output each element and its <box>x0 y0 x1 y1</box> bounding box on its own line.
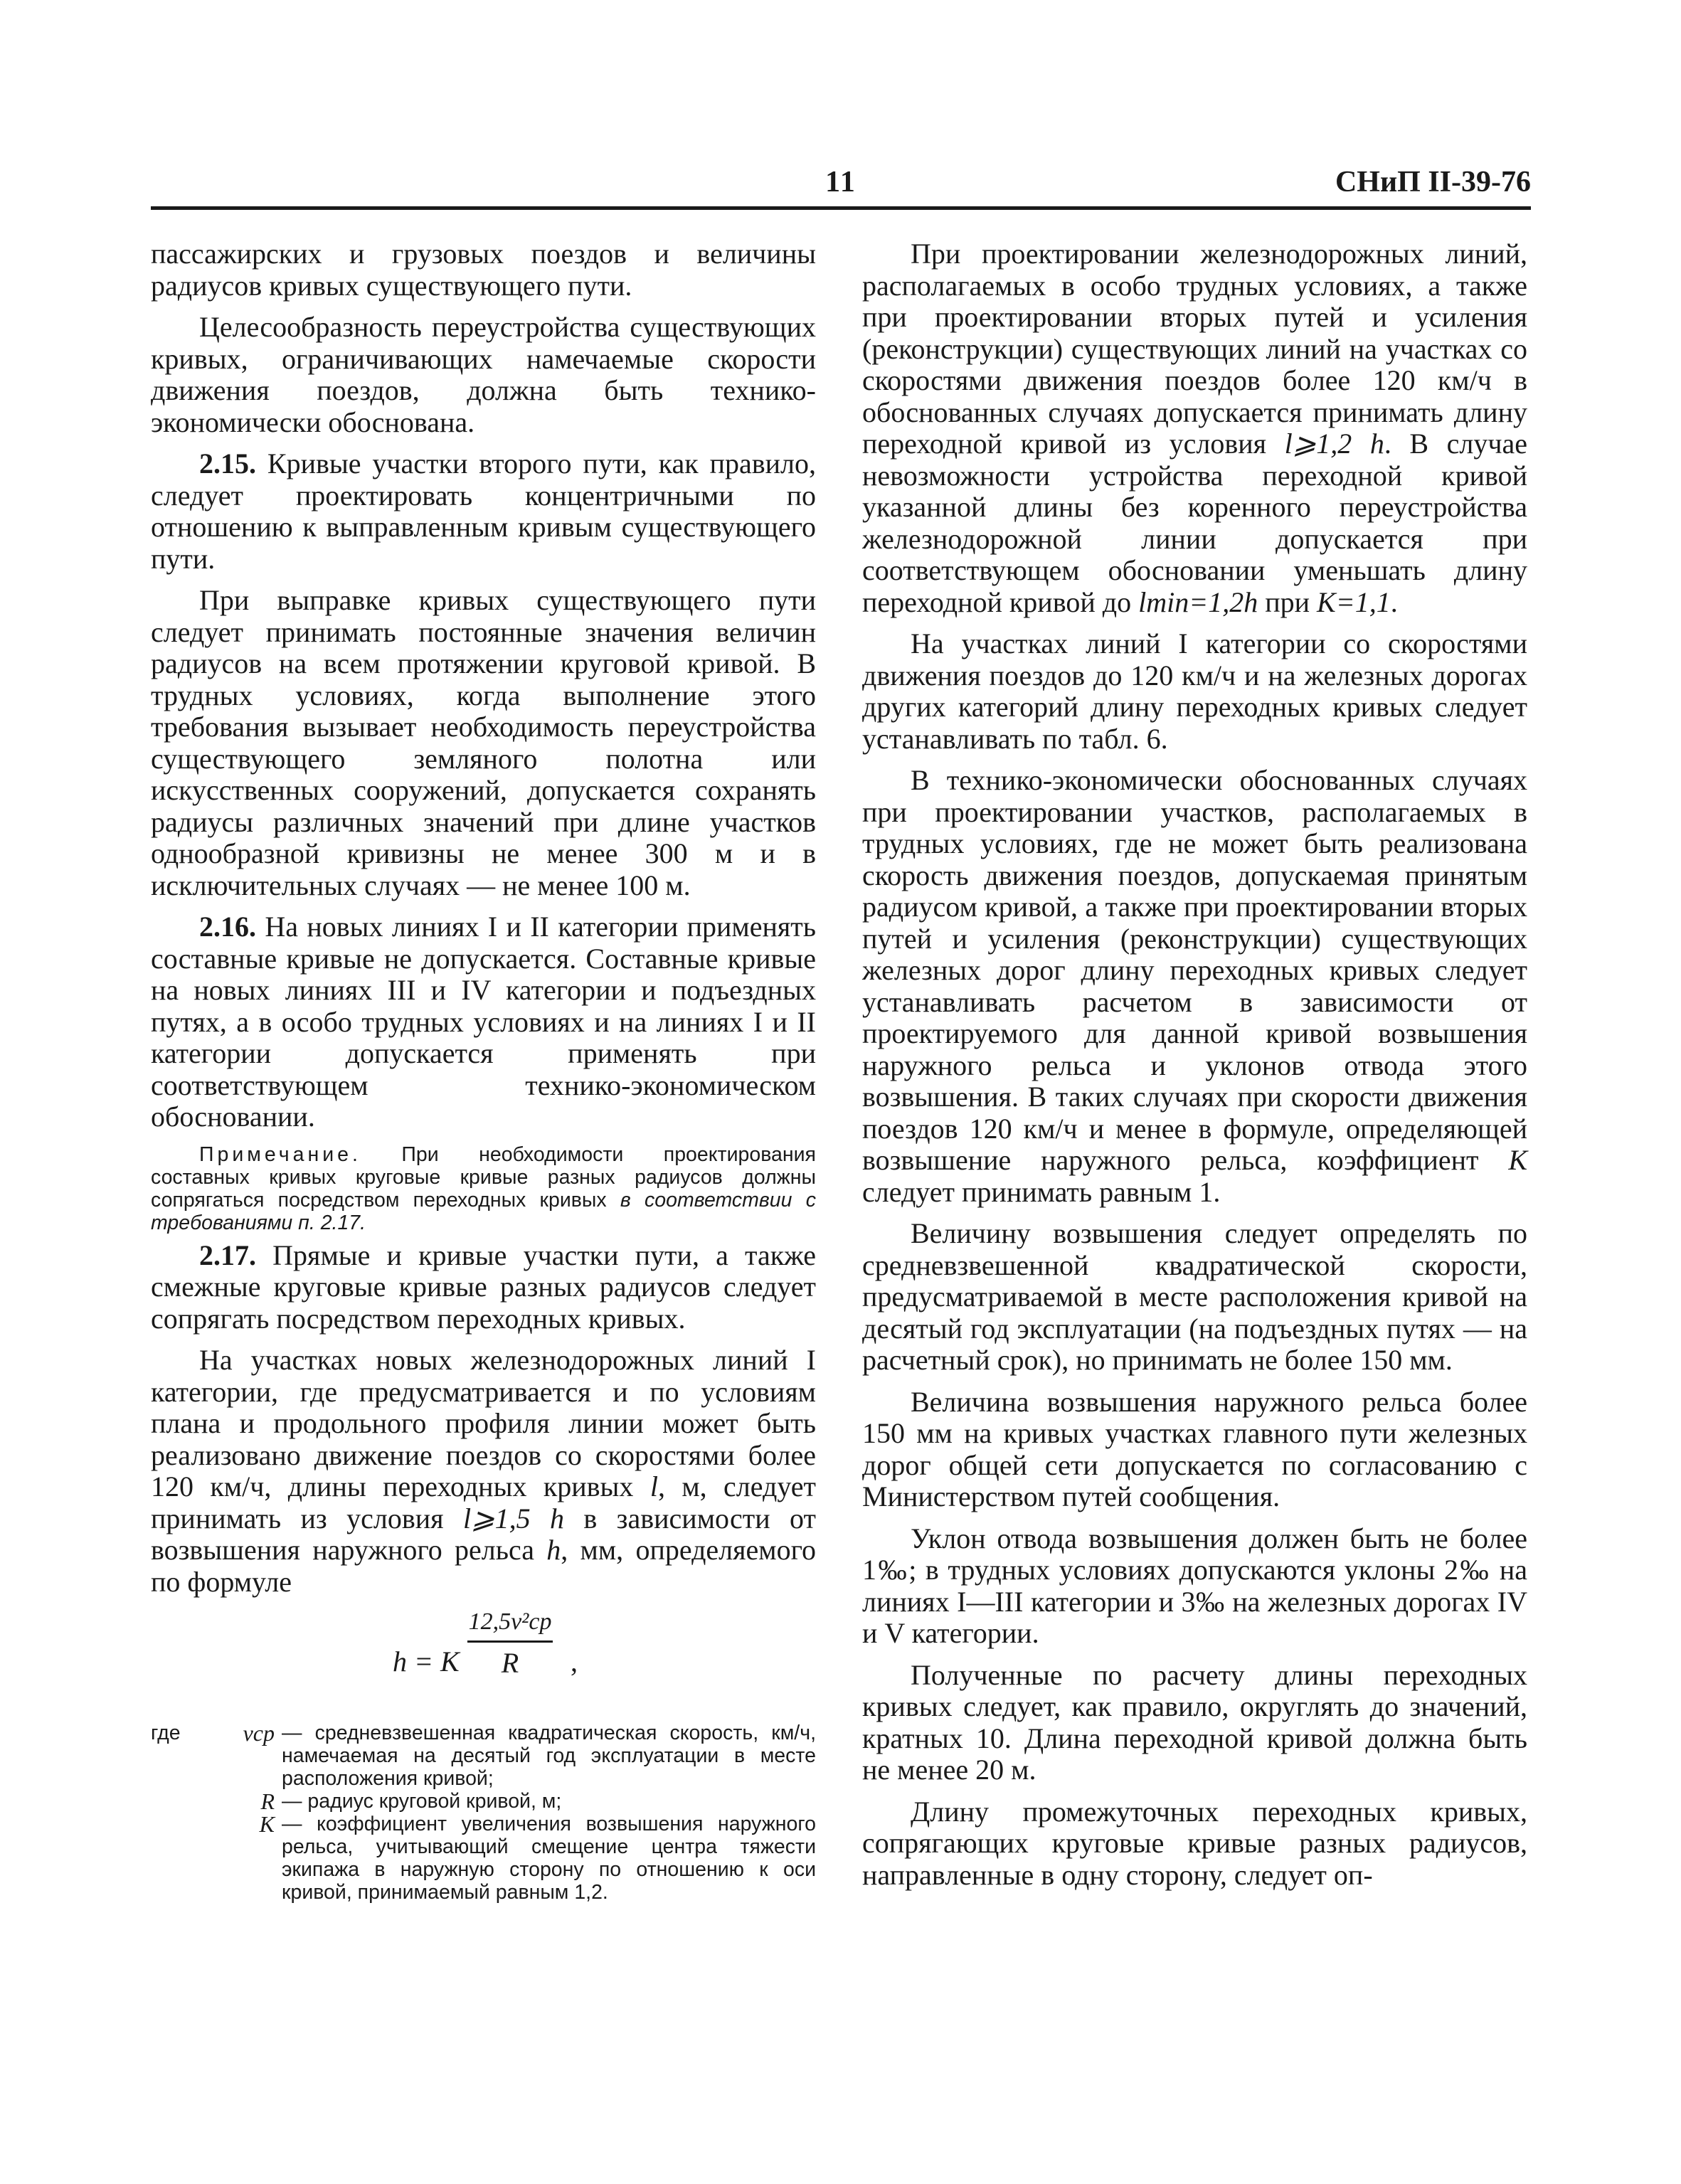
fraction-bar <box>467 1640 553 1643</box>
text-run: при <box>1265 585 1310 618</box>
paragraph: На участках линий I категории со скоростями движения поездов до 120 км/ч и на железных дорогах других категорий длину переходных кривых следует устанавливать по табл. 6. <box>862 627 1527 755</box>
formula <box>151 1608 816 1714</box>
definition-row <box>151 1722 816 1790</box>
paragraph: Длину промежуточных переходных кривых, сопрягающих круговые кривые разных радиусов, направленные в одну сторону, следует оп- <box>862 1795 1527 1891</box>
section-2-15 <box>151 448 816 575</box>
note-label: Примечание. <box>199 1143 361 1166</box>
formula-comma: , <box>571 1645 578 1677</box>
text-run: , м, следует принимать из условия <box>151 1470 817 1534</box>
paragraph <box>862 238 1527 618</box>
section-2-16 <box>151 911 816 1133</box>
def-where: где <box>151 1722 181 1744</box>
note <box>151 1143 816 1234</box>
math-symbol: h <box>546 1534 561 1566</box>
section-number: 2.15. <box>199 447 256 479</box>
text-run: , мм, определяемого по формуле <box>151 1534 817 1598</box>
paragraph <box>862 765 1527 1208</box>
note-reference: в соответствии с требованиями п. 2.17. <box>151 1188 816 1234</box>
section-number: 2.16. <box>199 911 256 943</box>
paragraph <box>151 1345 816 1598</box>
def-symbol: R <box>260 1788 275 1814</box>
definition-row <box>151 1790 816 1813</box>
header-rule <box>151 206 1531 210</box>
def-where <box>151 1813 203 1904</box>
paragraph: Величину возвышения следует определять по средневзвешенной квадратической скорости, предусматриваемой в месте расположения кривой на десятый год эксплуатации (на подъездных путях — на расчетный срок), но принимать не более 150 мм. <box>862 1217 1527 1376</box>
def-where <box>151 1790 203 1813</box>
section-text: На новых линиях I и II категории применять составные кривые не допускается. Составные кривые на новых линиях III и IV категории и подъездных путях, а в особо трудных условиях и на линиях I и II категории допускается применять при соответствующем технико-экономическом обосновании. <box>151 911 816 1133</box>
paragraph: Целесообразность переустройства существующих кривых, ограничивающих намечаемые скорости движения поездов, должна быть технико-экономически обоснована. <box>151 311 816 438</box>
math-symbol: l <box>649 1470 658 1502</box>
def-text: — радиус круговой кривой, м; <box>282 1790 562 1813</box>
section-number: 2.17. <box>199 1239 256 1271</box>
definition-row <box>151 1813 816 1904</box>
section-2-17 <box>151 1240 816 1335</box>
paragraph: пассажирских и грузовых поездов и величины радиусов кривых существующего пути. <box>151 238 816 302</box>
paragraph: Полученные по расчету длины переходных кривых следует, как правило, округлять до значений, кратных 10. Длина переходной кривой должна быть не менее 20 м. <box>862 1658 1527 1786</box>
def-symbol: vср <box>243 1720 275 1746</box>
def-symbol: K <box>259 1811 275 1837</box>
text-run: На участках новых железнодорожных линий I категории, где предусматривается и по условиям плана и продольного профиля линии может быть реализовано движение поездов со скоростями более 120 км/ч, длины переходных кривых <box>151 1344 816 1502</box>
formula-lhs: h = K <box>393 1645 460 1677</box>
text-run: . <box>1390 585 1398 618</box>
formula-denominator: R <box>501 1647 519 1679</box>
math-condition: l⩾1,5 h <box>462 1502 564 1534</box>
formula-fraction <box>467 1608 553 1678</box>
text-run: В технико-экономически обоснованных случаях при проектировании участков, располагаемых в трудных условиях, где не может быть реализована скорость движения поездов, допускаемая принятым радиусом кривой, а также при проектировании вторых путей и усиления (реконструкции) существующих железных дорог длину переходных кривых следует устанавливать расчетом в зависимости от проектируемого для данной кривой возвышения наружного рельса и уклонов отвода этого возвышения. В таких случаях при скорости движения поездов 120 км/ч и менее в формуле, определяющей возвышение наружного рельса, коэффициент <box>862 764 1527 1176</box>
page-number: 11 <box>825 166 857 198</box>
section-text: Прямые и кривые участки пути, а также смежные круговые кривые разных радиусов следует сопрягать посредством переходных кривых. <box>151 1239 817 1335</box>
text-run: При проектировании железнодорожных линий, располагаемых в особо трудных условиях, а также при проектировании вторых путей и усиления (реконструкции) существующих линий на участках со скоростями движения поездов более 120 км/ч в обоснованных случаях допускается принимать длину переходной кривой из условия <box>862 238 1527 460</box>
math-symbol: K <box>1508 1144 1528 1176</box>
right-column <box>862 238 1527 1901</box>
formula-numerator: 12,5v²ср <box>468 1608 552 1635</box>
section-text: Кривые участки второго пути, как правило, следует проектировать концентричными по отношению к выправленным кривым существующего пути. <box>151 447 817 575</box>
left-column <box>151 238 816 1904</box>
definitions <box>151 1722 816 1904</box>
def-text: — коэффициент увеличения возвышения наружного рельса, учитывающий смещение центра тяжести экипажа в наружную сторону по отношению к оси кривой, принимаемый равным 1,2. <box>282 1813 816 1904</box>
math-condition: lmin=1,2h <box>1138 585 1258 618</box>
text-run: следует принимать равным 1. <box>862 1175 1221 1208</box>
math-condition: K=1,1 <box>1317 585 1391 618</box>
text-run: в зависимости от возвышения наружного рельса <box>151 1502 816 1566</box>
math-condition: l⩾1,2 h <box>1284 428 1384 460</box>
paragraph: Уклон отвода возвышения должен быть не более 1‰; в трудных условиях допускаются уклоны 2‰ на линиях I—III категории и 3‰ на железных дорогах IV и V категории. <box>862 1522 1527 1649</box>
note-text: При необходимости проектирования составных кривых круговые кривые разных радиусов должны сопрягаться посредством переходных кривых <box>151 1143 816 1212</box>
document-code: СНиП II-39-76 <box>1335 166 1531 198</box>
paragraph: Величина возвышения наружного рельса более 150 мм на кривых участках главного пути железных дорог общей сети допускается по согласованию с Министерством путей сообщения. <box>862 1385 1527 1512</box>
text-run: . В случае невозможности устройства переходной кривой указанной длины без коренного переустройства железнодорожной линии допускается при соответствующем обосновании уменьшать длину переходной кривой до <box>862 428 1527 618</box>
paragraph: При выправке кривых существующего пути следует принимать постоянные значения величин радиусов на всем протяжении круговой кривой. В трудных условиях, когда выполнение этого требования вызывает необходимость переустройства существующего земляного полотна или искусственных сооружений, допускается сохранять радиусы различных значений при длине участков однообразной кривизны не менее 300 м и в исключительных случаях — не менее 100 м. <box>151 584 816 901</box>
def-text: — средневзвешенная квадратическая скорость, км/ч, намечаемая на десятый год эксплуатации в месте расположения кривой; <box>282 1722 816 1790</box>
